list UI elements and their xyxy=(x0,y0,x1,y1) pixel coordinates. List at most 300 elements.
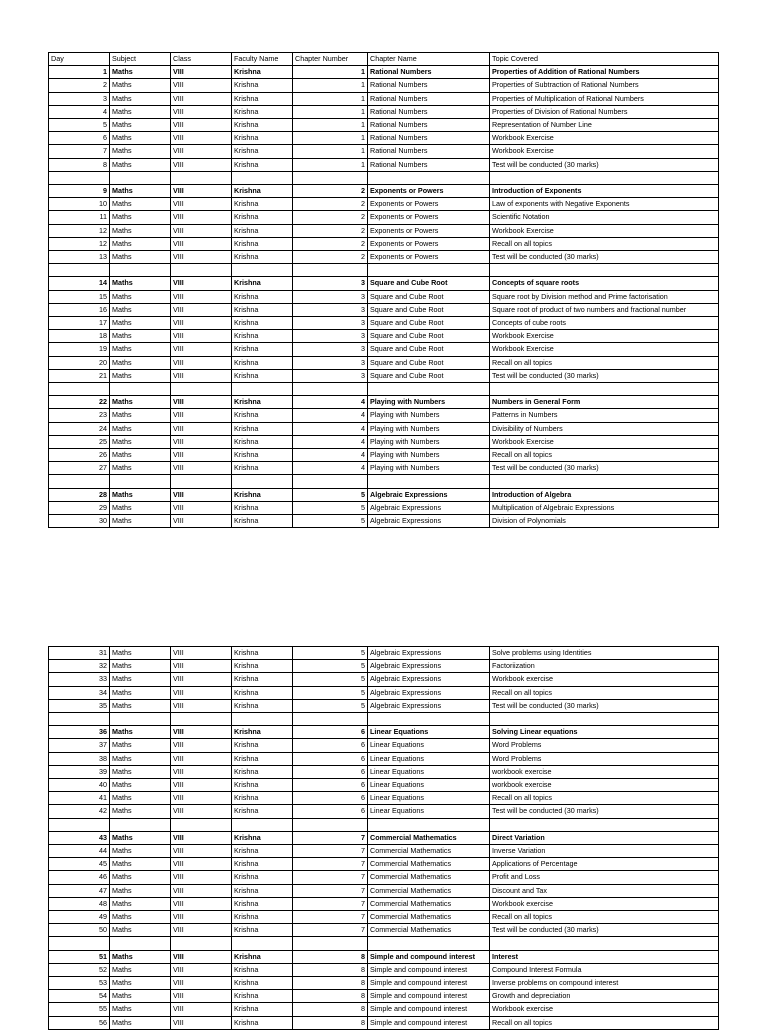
subject-cell: Maths xyxy=(110,950,171,963)
topic-cell: Test will be conducted (30 marks) xyxy=(490,699,719,712)
class-cell: VIII xyxy=(171,237,232,250)
class-cell: VIII xyxy=(171,726,232,739)
empty-cell xyxy=(293,383,368,396)
schedule-table-body xyxy=(49,647,719,1030)
chapter-name-cell: Square and Cube Root xyxy=(368,356,490,369)
empty-cell xyxy=(49,383,110,396)
faculty-cell: Krishna xyxy=(232,145,293,158)
empty-cell xyxy=(232,475,293,488)
faculty-cell: Krishna xyxy=(232,449,293,462)
empty-cell xyxy=(232,937,293,950)
class-cell: VIII xyxy=(171,660,232,673)
table-row xyxy=(49,185,719,198)
faculty-cell: Krishna xyxy=(232,1003,293,1016)
empty-cell xyxy=(490,171,719,184)
chapter-name-cell: Commercial Mathematics xyxy=(368,924,490,937)
day-cell: 50 xyxy=(49,924,110,937)
chapter-number-cell: 2 xyxy=(293,251,368,264)
class-cell: VIII xyxy=(171,369,232,382)
table-row xyxy=(49,92,719,105)
class-cell: VIII xyxy=(171,858,232,871)
chapter-name-cell: Rational Numbers xyxy=(368,158,490,171)
faculty-cell: Krishna xyxy=(232,185,293,198)
table-row xyxy=(49,132,719,145)
day-cell: 3 xyxy=(49,92,110,105)
table-row xyxy=(49,884,719,897)
class-cell: VIII xyxy=(171,686,232,699)
table-row xyxy=(49,277,719,290)
class-cell: VIII xyxy=(171,343,232,356)
day-cell: 32 xyxy=(49,660,110,673)
subject-cell: Maths xyxy=(110,198,171,211)
faculty-cell: Krishna xyxy=(232,330,293,343)
topic-cell: Factoriization xyxy=(490,660,719,673)
day-cell: 27 xyxy=(49,462,110,475)
schedule-table-body xyxy=(49,53,719,528)
empty-cell xyxy=(110,713,171,726)
faculty-cell: Krishna xyxy=(232,251,293,264)
topic-cell: Test will be conducted (30 marks) xyxy=(490,805,719,818)
table-row xyxy=(49,422,719,435)
faculty-cell: Krishna xyxy=(232,647,293,660)
table-row xyxy=(49,290,719,303)
empty-cell xyxy=(490,264,719,277)
day-cell: 41 xyxy=(49,792,110,805)
header-day: Day xyxy=(49,53,110,66)
subject-cell: Maths xyxy=(110,673,171,686)
faculty-cell: Krishna xyxy=(232,224,293,237)
header-chapter-name: Chapter Name xyxy=(368,53,490,66)
subject-cell: Maths xyxy=(110,330,171,343)
faculty-cell: Krishna xyxy=(232,290,293,303)
topic-cell: Test will be conducted (30 marks) xyxy=(490,158,719,171)
topic-cell: Workbook Exercise xyxy=(490,343,719,356)
chapter-name-cell: Simple and compound interest xyxy=(368,1016,490,1029)
topic-cell: Profit and Loss xyxy=(490,871,719,884)
empty-cell xyxy=(49,937,110,950)
chapter-number-cell: 1 xyxy=(293,105,368,118)
chapter-number-cell: 6 xyxy=(293,792,368,805)
faculty-cell: Krishna xyxy=(232,858,293,871)
topic-cell: Test will be conducted (30 marks) xyxy=(490,924,719,937)
table-row xyxy=(49,79,719,92)
empty-cell xyxy=(293,713,368,726)
day-cell: 45 xyxy=(49,858,110,871)
empty-cell xyxy=(232,818,293,831)
subject-cell: Maths xyxy=(110,211,171,224)
day-cell: 28 xyxy=(49,488,110,501)
table-row xyxy=(49,739,719,752)
topic-cell: Properties of Addition of Rational Numbers xyxy=(490,66,719,79)
table-row xyxy=(49,673,719,686)
class-cell: VIII xyxy=(171,105,232,118)
empty-cell xyxy=(171,264,232,277)
table-row xyxy=(49,105,719,118)
table-row xyxy=(49,1016,719,1029)
subject-cell: Maths xyxy=(110,739,171,752)
day-cell: 51 xyxy=(49,950,110,963)
chapter-number-cell: 3 xyxy=(293,330,368,343)
subject-cell: Maths xyxy=(110,990,171,1003)
faculty-cell: Krishna xyxy=(232,686,293,699)
topic-cell: Compound Interest Formula xyxy=(490,963,719,976)
chapter-name-cell: Exponents or Powers xyxy=(368,185,490,198)
spacer-row xyxy=(49,171,719,184)
spacer-row xyxy=(49,713,719,726)
subject-cell: Maths xyxy=(110,501,171,514)
day-cell: 10 xyxy=(49,198,110,211)
class-cell: VIII xyxy=(171,765,232,778)
subject-cell: Maths xyxy=(110,699,171,712)
topic-cell: Test will be conducted (30 marks) xyxy=(490,251,719,264)
table-row xyxy=(49,251,719,264)
chapter-name-cell: Square and Cube Root xyxy=(368,290,490,303)
class-cell: VIII xyxy=(171,158,232,171)
subject-cell: Maths xyxy=(110,977,171,990)
faculty-cell: Krishna xyxy=(232,884,293,897)
empty-cell xyxy=(110,171,171,184)
class-cell: VIII xyxy=(171,950,232,963)
chapter-number-cell: 1 xyxy=(293,145,368,158)
subject-cell: Maths xyxy=(110,911,171,924)
topic-cell: Word Problems xyxy=(490,752,719,765)
empty-cell xyxy=(232,383,293,396)
table-row xyxy=(49,317,719,330)
class-cell: VIII xyxy=(171,1003,232,1016)
table-row xyxy=(49,356,719,369)
header-topic: Topic Covered xyxy=(490,53,719,66)
subject-cell: Maths xyxy=(110,726,171,739)
subject-cell: Maths xyxy=(110,422,171,435)
topic-cell: Word Problems xyxy=(490,739,719,752)
class-cell: VIII xyxy=(171,132,232,145)
subject-cell: Maths xyxy=(110,224,171,237)
schedule-table-part-2 xyxy=(48,646,719,1030)
table-row xyxy=(49,1003,719,1016)
chapter-name-cell: Algebraic Expressions xyxy=(368,488,490,501)
chapter-name-cell: Square and Cube Root xyxy=(368,317,490,330)
subject-cell: Maths xyxy=(110,303,171,316)
faculty-cell: Krishna xyxy=(232,211,293,224)
chapter-name-cell: Simple and compound interest xyxy=(368,963,490,976)
table-row xyxy=(49,66,719,79)
subject-cell: Maths xyxy=(110,515,171,528)
topic-cell: Scientific Notation xyxy=(490,211,719,224)
class-cell: VIII xyxy=(171,317,232,330)
chapter-number-cell: 2 xyxy=(293,198,368,211)
table-row xyxy=(49,805,719,818)
empty-cell xyxy=(171,383,232,396)
topic-cell: Applications of Percentage xyxy=(490,858,719,871)
day-cell: 14 xyxy=(49,277,110,290)
topic-cell: Recall on all topics xyxy=(490,356,719,369)
faculty-cell: Krishna xyxy=(232,317,293,330)
chapter-name-cell: Simple and compound interest xyxy=(368,990,490,1003)
chapter-number-cell: 7 xyxy=(293,911,368,924)
topic-cell: Growth and depreciation xyxy=(490,990,719,1003)
header-subject: Subject xyxy=(110,53,171,66)
topic-cell: workbook exercise xyxy=(490,779,719,792)
chapter-name-cell: Playing with Numbers xyxy=(368,422,490,435)
chapter-number-cell: 3 xyxy=(293,343,368,356)
faculty-cell: Krishna xyxy=(232,105,293,118)
class-cell: VIII xyxy=(171,977,232,990)
empty-cell xyxy=(110,383,171,396)
empty-cell xyxy=(110,937,171,950)
subject-cell: Maths xyxy=(110,449,171,462)
header-chapter-number: Chapter Number xyxy=(293,53,368,66)
chapter-name-cell: Linear Equations xyxy=(368,792,490,805)
subject-cell: Maths xyxy=(110,66,171,79)
empty-cell xyxy=(368,818,490,831)
subject-cell: Maths xyxy=(110,884,171,897)
chapter-name-cell: Linear Equations xyxy=(368,765,490,778)
empty-cell xyxy=(368,171,490,184)
faculty-cell: Krishna xyxy=(232,369,293,382)
day-cell: 4 xyxy=(49,105,110,118)
topic-cell: Workbook Exercise xyxy=(490,145,719,158)
empty-cell xyxy=(293,264,368,277)
subject-cell: Maths xyxy=(110,647,171,660)
chapter-number-cell: 2 xyxy=(293,211,368,224)
day-cell: 29 xyxy=(49,501,110,514)
day-cell: 8 xyxy=(49,158,110,171)
chapter-number-cell: 3 xyxy=(293,317,368,330)
table-row xyxy=(49,752,719,765)
subject-cell: Maths xyxy=(110,290,171,303)
chapter-number-cell: 8 xyxy=(293,990,368,1003)
subject-cell: Maths xyxy=(110,185,171,198)
topic-cell: Square root of product of two numbers and fractional number xyxy=(490,303,719,316)
topic-cell: Workbook Exercise xyxy=(490,435,719,448)
topic-cell: Properties of Multiplication of Rational Numbers xyxy=(490,92,719,105)
chapter-name-cell: Playing with Numbers xyxy=(368,462,490,475)
faculty-cell: Krishna xyxy=(232,779,293,792)
day-cell: 24 xyxy=(49,422,110,435)
chapter-number-cell: 8 xyxy=(293,963,368,976)
day-cell: 48 xyxy=(49,897,110,910)
chapter-number-cell: 2 xyxy=(293,237,368,250)
day-cell: 37 xyxy=(49,739,110,752)
chapter-number-cell: 6 xyxy=(293,765,368,778)
day-cell: 36 xyxy=(49,726,110,739)
faculty-cell: Krishna xyxy=(232,726,293,739)
day-cell: 23 xyxy=(49,409,110,422)
day-cell: 52 xyxy=(49,963,110,976)
topic-cell: Interest xyxy=(490,950,719,963)
chapter-name-cell: Playing with Numbers xyxy=(368,396,490,409)
subject-cell: Maths xyxy=(110,409,171,422)
chapter-number-cell: 4 xyxy=(293,422,368,435)
header-row xyxy=(49,53,719,66)
subject-cell: Maths xyxy=(110,924,171,937)
empty-cell xyxy=(368,937,490,950)
faculty-cell: Krishna xyxy=(232,699,293,712)
class-cell: VIII xyxy=(171,792,232,805)
table-row xyxy=(49,515,719,528)
day-cell: 26 xyxy=(49,449,110,462)
day-cell: 35 xyxy=(49,699,110,712)
header-faculty: Faculty Name xyxy=(232,53,293,66)
chapter-number-cell: 6 xyxy=(293,739,368,752)
chapter-number-cell: 3 xyxy=(293,356,368,369)
empty-cell xyxy=(232,713,293,726)
chapter-name-cell: Exponents or Powers xyxy=(368,251,490,264)
faculty-cell: Krishna xyxy=(232,435,293,448)
topic-cell: Workbook Exercise xyxy=(490,330,719,343)
faculty-cell: Krishna xyxy=(232,92,293,105)
faculty-cell: Krishna xyxy=(232,1016,293,1029)
chapter-number-cell: 8 xyxy=(293,950,368,963)
table-row xyxy=(49,990,719,1003)
chapter-number-cell: 4 xyxy=(293,462,368,475)
chapter-name-cell: Algebraic Expressions xyxy=(368,515,490,528)
chapter-name-cell: Linear Equations xyxy=(368,739,490,752)
topic-cell: Square root by Division method and Prime factorisation xyxy=(490,290,719,303)
chapter-number-cell: 7 xyxy=(293,858,368,871)
chapter-number-cell: 4 xyxy=(293,409,368,422)
faculty-cell: Krishna xyxy=(232,515,293,528)
chapter-number-cell: 8 xyxy=(293,1016,368,1029)
faculty-cell: Krishna xyxy=(232,422,293,435)
chapter-number-cell: 5 xyxy=(293,686,368,699)
day-cell: 16 xyxy=(49,303,110,316)
spacer-row xyxy=(49,264,719,277)
topic-cell: Inverse Variation xyxy=(490,845,719,858)
chapter-number-cell: 7 xyxy=(293,924,368,937)
empty-cell xyxy=(232,264,293,277)
subject-cell: Maths xyxy=(110,488,171,501)
subject-cell: Maths xyxy=(110,356,171,369)
class-cell: VIII xyxy=(171,66,232,79)
faculty-cell: Krishna xyxy=(232,277,293,290)
subject-cell: Maths xyxy=(110,765,171,778)
table-row xyxy=(49,488,719,501)
day-cell: 34 xyxy=(49,686,110,699)
class-cell: VIII xyxy=(171,462,232,475)
class-cell: VIII xyxy=(171,435,232,448)
subject-cell: Maths xyxy=(110,897,171,910)
empty-cell xyxy=(49,713,110,726)
day-cell: 21 xyxy=(49,369,110,382)
table-row xyxy=(49,409,719,422)
faculty-cell: Krishna xyxy=(232,673,293,686)
topic-cell: Workbook Exercise xyxy=(490,224,719,237)
table-row xyxy=(49,435,719,448)
chapter-name-cell: Linear Equations xyxy=(368,752,490,765)
table-row xyxy=(49,501,719,514)
subject-cell: Maths xyxy=(110,396,171,409)
day-cell: 25 xyxy=(49,435,110,448)
chapter-number-cell: 1 xyxy=(293,158,368,171)
topic-cell: Properties of Division of Rational Numbers xyxy=(490,105,719,118)
subject-cell: Maths xyxy=(110,92,171,105)
class-cell: VIII xyxy=(171,911,232,924)
faculty-cell: Krishna xyxy=(232,765,293,778)
topic-cell: Workbook exercise xyxy=(490,673,719,686)
class-cell: VIII xyxy=(171,303,232,316)
day-cell: 44 xyxy=(49,845,110,858)
chapter-name-cell: Rational Numbers xyxy=(368,105,490,118)
class-cell: VIII xyxy=(171,224,232,237)
faculty-cell: Krishna xyxy=(232,132,293,145)
day-cell: 42 xyxy=(49,805,110,818)
faculty-cell: Krishna xyxy=(232,158,293,171)
chapter-name-cell: Square and Cube Root xyxy=(368,343,490,356)
table-row xyxy=(49,224,719,237)
day-cell: 39 xyxy=(49,765,110,778)
class-cell: VIII xyxy=(171,831,232,844)
chapter-number-cell: 1 xyxy=(293,79,368,92)
table-row xyxy=(49,449,719,462)
chapter-name-cell: Commercial Mathematics xyxy=(368,831,490,844)
faculty-cell: Krishna xyxy=(232,805,293,818)
faculty-cell: Krishna xyxy=(232,977,293,990)
empty-cell xyxy=(293,475,368,488)
table-row xyxy=(49,950,719,963)
class-cell: VIII xyxy=(171,884,232,897)
topic-cell: Numbers in General Form xyxy=(490,396,719,409)
day-cell: 5 xyxy=(49,119,110,132)
topic-cell: Test will be conducted (30 marks) xyxy=(490,462,719,475)
empty-cell xyxy=(171,818,232,831)
faculty-cell: Krishna xyxy=(232,462,293,475)
spacer-row xyxy=(49,475,719,488)
table-row xyxy=(49,369,719,382)
faculty-cell: Krishna xyxy=(232,845,293,858)
table-row xyxy=(49,303,719,316)
empty-cell xyxy=(490,818,719,831)
class-cell: VIII xyxy=(171,396,232,409)
chapter-name-cell: Algebraic Expressions xyxy=(368,501,490,514)
table-row xyxy=(49,699,719,712)
class-cell: VIII xyxy=(171,119,232,132)
chapter-name-cell: Rational Numbers xyxy=(368,79,490,92)
day-cell: 13 xyxy=(49,251,110,264)
empty-cell xyxy=(368,475,490,488)
empty-cell xyxy=(490,937,719,950)
empty-cell xyxy=(49,818,110,831)
empty-cell xyxy=(368,383,490,396)
subject-cell: Maths xyxy=(110,871,171,884)
topic-cell: Workbook exercise xyxy=(490,897,719,910)
chapter-number-cell: 5 xyxy=(293,647,368,660)
chapter-name-cell: Linear Equations xyxy=(368,779,490,792)
faculty-cell: Krishna xyxy=(232,950,293,963)
class-cell: VIII xyxy=(171,963,232,976)
empty-cell xyxy=(490,383,719,396)
empty-cell xyxy=(368,713,490,726)
class-cell: VIII xyxy=(171,515,232,528)
chapter-number-cell: 7 xyxy=(293,884,368,897)
subject-cell: Maths xyxy=(110,79,171,92)
chapter-number-cell: 4 xyxy=(293,396,368,409)
subject-cell: Maths xyxy=(110,1016,171,1029)
faculty-cell: Krishna xyxy=(232,871,293,884)
table-row xyxy=(49,831,719,844)
table-row xyxy=(49,158,719,171)
chapter-number-cell: 3 xyxy=(293,303,368,316)
class-cell: VIII xyxy=(171,409,232,422)
subject-cell: Maths xyxy=(110,779,171,792)
day-cell: 30 xyxy=(49,515,110,528)
empty-cell xyxy=(293,937,368,950)
chapter-name-cell: Linear Equations xyxy=(368,805,490,818)
subject-cell: Maths xyxy=(110,792,171,805)
class-cell: VIII xyxy=(171,779,232,792)
subject-cell: Maths xyxy=(110,119,171,132)
faculty-cell: Krishna xyxy=(232,66,293,79)
